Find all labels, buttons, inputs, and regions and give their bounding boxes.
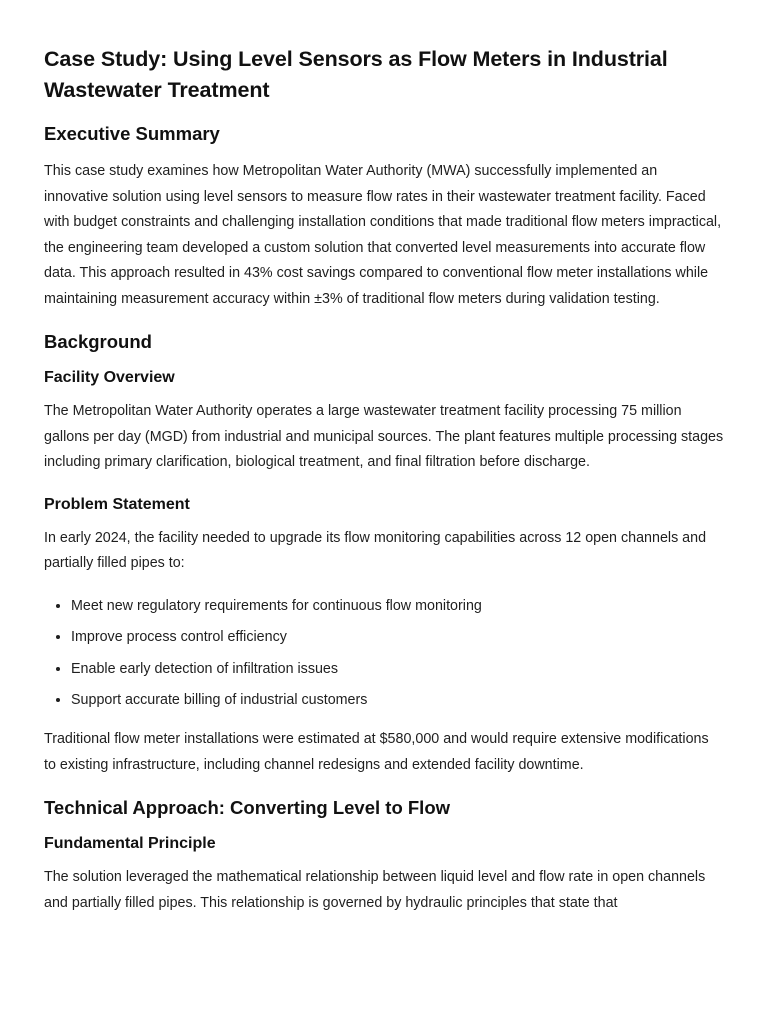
document-title: Case Study: Using Level Sensors as Flow Meters in Industrial Wastewater Treatment [44, 47, 668, 102]
facility-overview-paragraph: The Metropolitan Water Authority operates a large wastewater treatment facility processing 75 million gallons per day (MGD) from industrial and municipal sources. The plant features multiple processing stages including primary clarification, biological treatment, and final filtration before discharge. [44, 403, 724, 470]
list-item: • Meet new regulatory requirements for continuous flow monitoring [71, 595, 724, 617]
list-item: • Improve process control efficiency [71, 626, 724, 648]
facility-overview-heading: Facility Overview [44, 369, 175, 386]
list-item: • Support accurate billing of industrial customers [71, 689, 724, 711]
executive-summary-paragraph: This case study examines how Metropolitan Water Authority (MWA) successfully implemented an innovative solution using level sensors to measure flow rates in their wastewater treatment facility. Faced with budget constraints and challenging installation conditions that made traditional flow meters impractical, the engineering team developed a custom solution that converted level measurements into accurate flow data. This approach resulted in 43% cost savings compared to conventional flow meter installations while maintaining measurement accuracy within ±3% of traditional flow meters during validation testing. [44, 163, 722, 307]
fundamental-principle-heading: Fundamental Principle [44, 835, 216, 853]
technical-approach-heading: Technical Approach: Converting Level to Flow [44, 797, 451, 819]
fundamental-principle-paragraph: The solution leveraged the mathematical relationship between liquid level and flow rate in open channels and partially filled pipes. This relationship is governed by hydraulic principles that state that [44, 869, 706, 911]
problem-statement-intro: In early 2024, the facility needed to upgrade its flow monitoring capabilities across 12 open channels and partially filled pipes to: [44, 529, 707, 571]
list-item: • Enable early detection of infiltration issues [71, 658, 724, 680]
executive-summary-heading: Executive Summary [44, 123, 220, 144]
requirements-list [44, 595, 724, 712]
problem-statement-closing: Traditional flow meter installations were estimated at $580,000 and would require extensive modifications to existing infrastructure, including channel redesigns and extended facility downtime. [44, 731, 709, 773]
background-heading: Background [44, 331, 152, 352]
problem-statement-heading: Problem Statement [44, 495, 190, 513]
